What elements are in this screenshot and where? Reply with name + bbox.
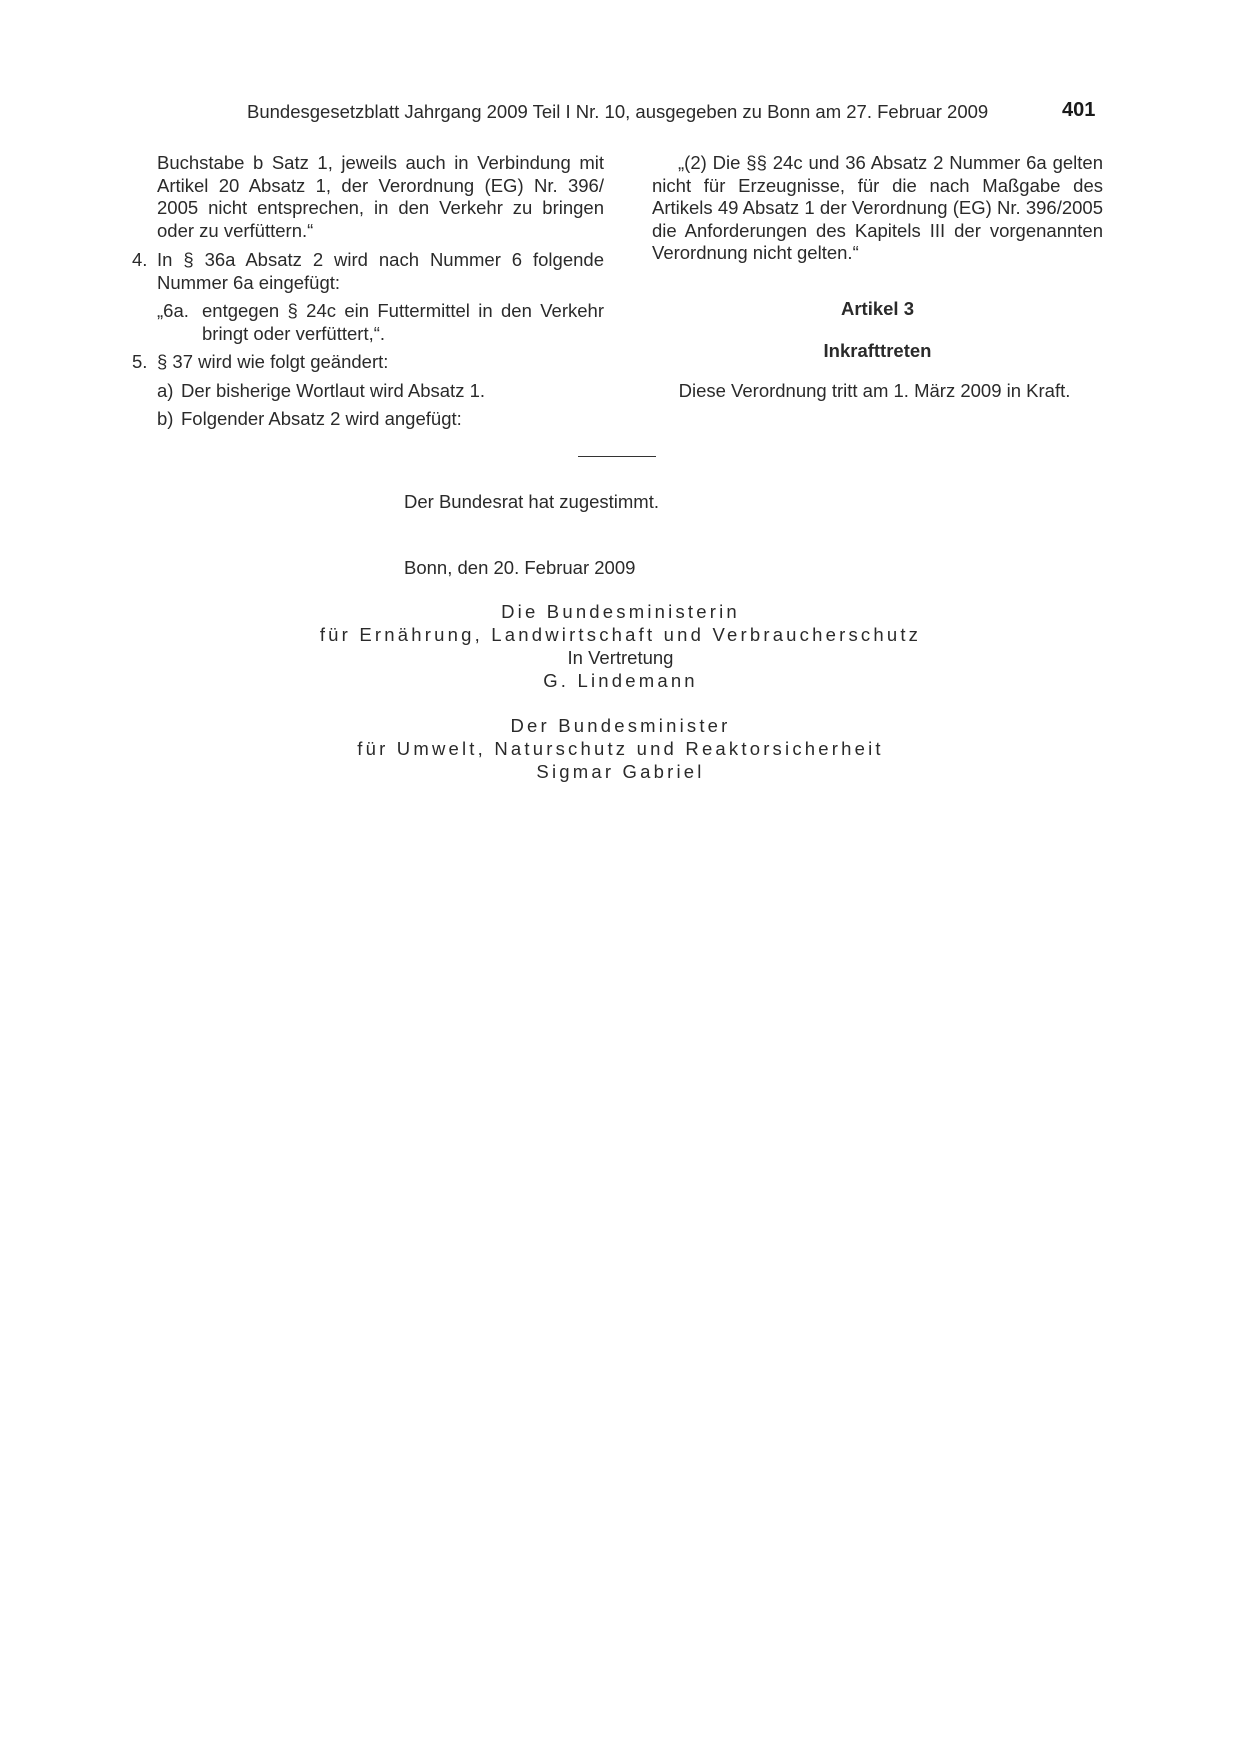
sub-item-a: [157, 380, 604, 403]
item-number: 5.: [132, 351, 148, 372]
continuation-paragraph: Buchstabe b Satz 1, jeweils auch in Verbindung mit Artikel 20 Absatz 1, der Verordnung (EG) Nr. 396/ 2005 nicht entsprechen, in den Verkehr zu bringen oder zu verfüttern.“: [157, 152, 604, 241]
sub-item-text: Folgender Absatz 2 wird angefügt:: [181, 408, 462, 429]
section-divider: [578, 456, 656, 457]
signatory-name: G. Lindemann: [543, 670, 698, 691]
left-column: [132, 152, 604, 431]
right-column: [652, 152, 1103, 402]
insert-text: entgegen § 24c ein Futtermittel in den Verkehr bringt oder verfüttert,“.: [202, 300, 604, 344]
article-title: Inkrafttreten: [823, 340, 932, 361]
bundesrat-consent: Der Bundesrat hat zugestimmt.: [404, 491, 659, 512]
running-header: [0, 101, 1241, 125]
signatory-office: Die Bundesministerin: [501, 601, 740, 622]
list-item-4: [132, 249, 604, 294]
page-number: 401: [1062, 99, 1096, 121]
article-heading: Artikel 3: [840, 297, 914, 319]
sub-item-letter: a): [157, 379, 174, 401]
list-item-5: [132, 351, 604, 374]
article-text: Diese Verordnung tritt am 1. März 2009 in Kraft.: [678, 379, 1071, 401]
sub-item-text: Der bisherige Wortlaut wird Absatz 1.: [181, 379, 486, 401]
signatory-office: Der Bundesminister: [510, 715, 731, 736]
item-number: 4.: [132, 249, 148, 270]
inserted-number-6a: [157, 300, 604, 345]
signatory-ministry: für Umwelt, Naturschutz und Reaktorsicherheit: [357, 738, 884, 759]
place-date: Bonn, den 20. Februar 2009: [404, 557, 636, 578]
signatory-ministry: für Ernährung, Landwirtschaft und Verbraucherschutz: [319, 624, 922, 645]
sub-item-b: [157, 408, 604, 431]
signatory-name: Sigmar Gabriel: [536, 761, 705, 782]
sub-item-letter: b): [157, 408, 174, 429]
deputy-note: In Vertretung: [567, 647, 674, 668]
item-text: § 37 wird wie folgt geändert:: [157, 351, 389, 372]
running-title: Bundesgesetzblatt Jahrgang 2009 Teil I Nr. 10, ausgegeben zu Bonn am 27. Februar 2009: [247, 101, 989, 122]
item-text: In § 36a Absatz 2 wird nach Nummer 6 folgende Nummer 6a eingefügt:: [157, 249, 604, 293]
absatz-2-paragraph: „(2) Die §§ 24c und 36 Absatz 2 Nummer 6a gelten nicht für Erzeugnisse, für die nach Maßgabe des Artikels 49 Absatz 1 der Verordnung (EG) Nr. 396/2005 die Anforderungen des Kapitels III der vorgenannten Verordnung nicht gelten.“: [652, 152, 1103, 263]
insert-number: „6a.: [157, 300, 189, 321]
